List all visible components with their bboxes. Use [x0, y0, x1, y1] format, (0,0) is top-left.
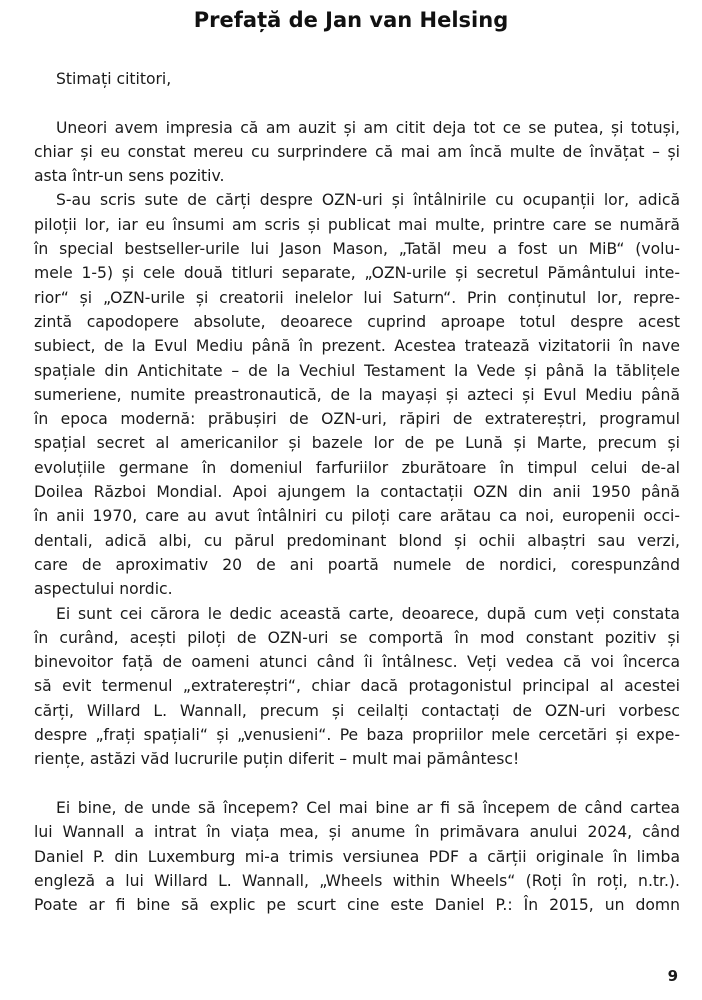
text-line: S-au scris sute de cărți despre OZN-uri și întâlnirile cu ocupanții lor, adică — [56, 191, 680, 210]
paragraph-spacer — [34, 91, 680, 115]
paragraph-4 — [34, 796, 680, 917]
text-line: care de aproximativ 20 de ani poartă numele de nordici, corespunzând — [34, 555, 680, 574]
text-line: dentali, adică albi, cu părul predominant blond și ochii albaștri sau verzi, — [34, 531, 680, 550]
text-line: cărți, Willard L. Wannall, precum și ceilalți contactați de OZN-uri vorbesc — [34, 701, 680, 720]
text-line: zintă capodopere absolute, deoarece cuprind aproape totul despre acest — [34, 312, 680, 331]
text-line: Poate ar fi bine să explic pe scurt cine este Daniel P.: În 2015, un domn — [34, 896, 680, 915]
text-line: în epoca modernă: prăbușiri de OZN-uri, răpiri de extratereștri, programul — [34, 410, 680, 429]
text-line: asta într-un sens pozitiv. — [34, 167, 225, 186]
paragraph-1 — [34, 116, 680, 189]
text-line: aspectului nordic. — [34, 580, 173, 599]
text-line: spațial secret al americanilor și bazele lor de pe Lună și Marte, precum și — [34, 434, 680, 453]
text-line: sumeriene, numite preastronautică, de la mayași și azteci și Evul Mediu până — [34, 385, 680, 404]
text-line: riențe, astăzi văd lucrurile puțin diferit – mult mai pământesc! — [34, 750, 520, 769]
text-line: în anii 1970, care au avut întâlniri cu piloți care arătau ca noi, europenii occi- — [34, 507, 680, 526]
text-line: subiect, de la Evul Mediu până în prezent. Acestea tratează vizitatorii în nave — [34, 337, 680, 356]
text-line: piloții lor, iar eu însumi am scris și publicat mai multe, printre care se numără — [34, 215, 680, 234]
text-line: Ei sunt cei cărora le dedic această carte, deoarece, după cum veți constata — [56, 604, 680, 623]
text-line: despre „frați spațiali“ și „venusieni“. Pe baza propriilor mele cercetări și expe- — [34, 726, 680, 745]
page-title: Prefață de Jan van Helsing — [193, 8, 509, 32]
paragraph-3 — [34, 602, 680, 772]
text-line: lui Wannall a intrat în viața mea, și anume în primăvara anului 2024, când — [34, 823, 680, 842]
paragraph-spacer — [34, 772, 680, 796]
text-line: chiar și eu constat mereu cu surprindere că mai am încă multe de învățat – și — [34, 142, 680, 161]
text-line: Doilea Război Mondial. Apoi ajungem la contactații OZN din anii 1950 până — [34, 483, 680, 502]
text-line: mele 1-5) și cele două titluri separate, „OZN-urile și secretul Pământului inte- — [34, 264, 680, 283]
text-line: Ei bine, de unde să începem? Cel mai bine ar fi să începem de când cartea — [56, 798, 680, 817]
text-line: în curând, acești piloți de OZN-uri se comportă în mod constant pozitiv și — [34, 628, 680, 647]
greeting: Stimați cititori, — [56, 70, 172, 88]
text-line: evoluțiile germane în domeniul farfuriilor zburătoare în timpul celui de-al — [34, 458, 680, 477]
page-number: 9 — [667, 967, 678, 985]
paragraph-2 — [34, 188, 680, 601]
text-line: rior“ și „OZN-urile și creatorii inelelor lui Saturn“. Prin conținutul lor, repre- — [34, 288, 680, 307]
text-line: Daniel P. din Luxemburg mi-a trimis versiunea PDF a cărții originale în limba — [34, 847, 680, 866]
text-line: Uneori avem impresia că am auzit și am citit deja tot ce se putea, și totuși, — [56, 118, 680, 137]
body-text — [34, 67, 680, 917]
text-line: spațiale din Antichitate – de la Vechiul Testament la Vede și până la tăblițele — [34, 361, 680, 380]
text-line: în special bestseller-urile lui Jason Mason, „Tatăl meu a fost un MiB“ (volu- — [34, 240, 680, 259]
text-line: engleză a lui Willard L. Wannall, „Wheels within Wheels“ (Roți în roți, n.tr.). — [34, 871, 680, 890]
text-line: binevoitor față de oameni atunci când îi întâlnesc. Veți vedea că voi încerca — [34, 653, 680, 672]
text-line: să evit termenul „extratereștri“, chiar dacă protagonistul principal al acestei — [34, 677, 680, 696]
